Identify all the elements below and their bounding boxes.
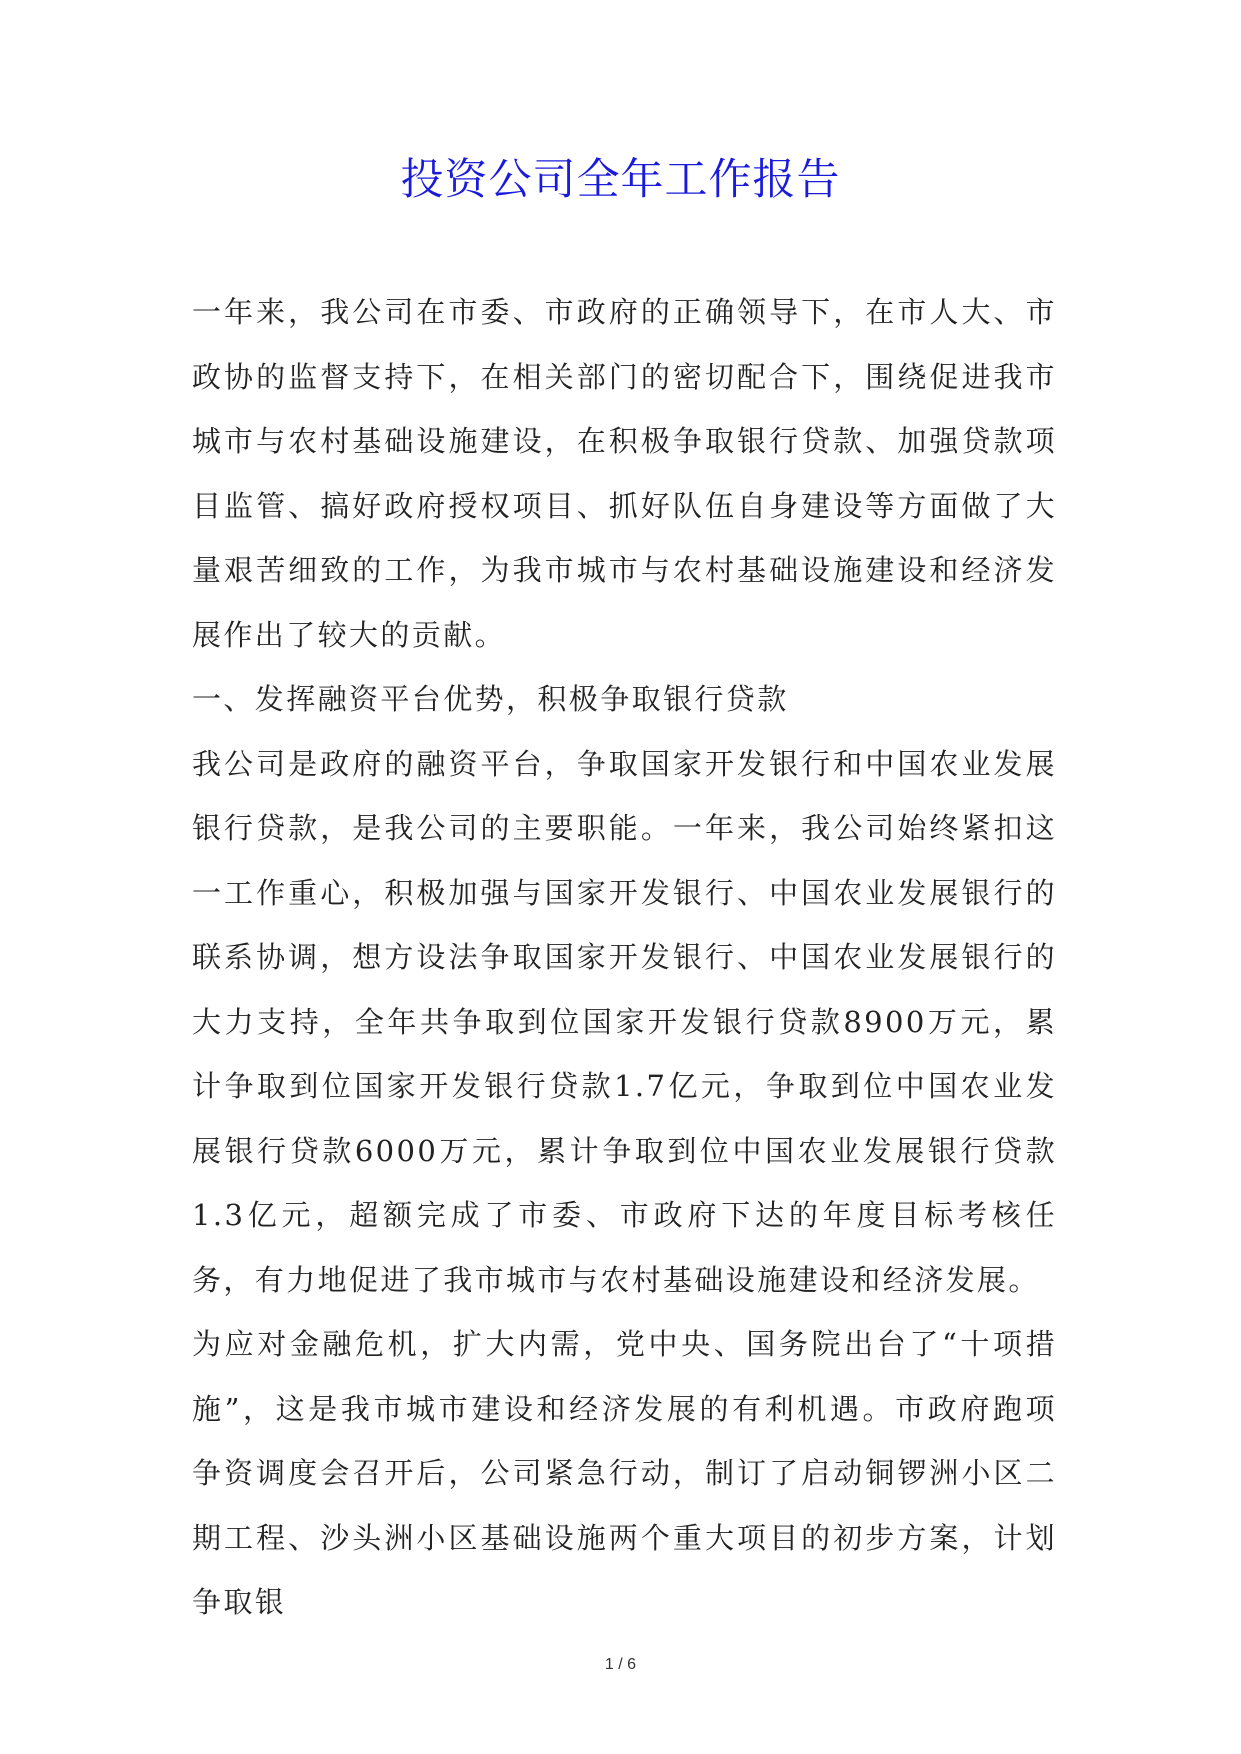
paragraph-financing: 我公司是政府的融资平台，争取国家开发银行和中国农业发展银行贷款，是我公司的主要职能。一年来，我公司始终紧扣这一工作重心，积极加强与国家开发银行、中国农业发展银行的联系协调，想方设法争取国家开发银行、中国农业发展银行的大力支持，全年共争取到位国家开发银行贷款8900万元，累计争取到位国家开发银行贷款1.7亿元，争取到位中国农业发展银行贷款6000万元，累计争取到位中国农业发展银行贷款1.3亿元，超额完成了市委、市政府下达的年度目标考核任务，有力地促进了我市城市与农村基础设施建设和经济发展。 <box>192 746 1057 1297</box>
page-number: 1 / 6 <box>604 1656 637 1673</box>
document-title: 投资公司全年工作报告 <box>400 155 841 205</box>
paragraph-financial-crisis: 为应对金融危机，扩大内需，党中央、国务院出台了“十项措施”，这是我市城市建设和经济发展的有利机遇。市政府跑项争资调度会召开后，公司紧急行动，制订了启动铜锣洲小区二期工程、沙头洲小区基础设施两个重大项目的初步方案，计划争取银 <box>192 1327 1057 1619</box>
document-body <box>192 280 1057 1635</box>
paragraph-intro: 一年来，我公司在市委、市政府的正确领导下，在市人大、市政协的监督支持下，在相关部门的密切配合下，围绕促进我市城市与农村基础设施建设，在积极争取银行贷款、加强贷款项目监管、搞好政府授权项目、抓好队伍自身建设等方面做了大量艰苦细致的工作，为我市城市与农村基础设施建设和经济发展作出了较大的贡献。 <box>192 295 1057 652</box>
section-heading-1: 一、发挥融资平台优势，积极争取银行贷款 <box>192 682 789 716</box>
